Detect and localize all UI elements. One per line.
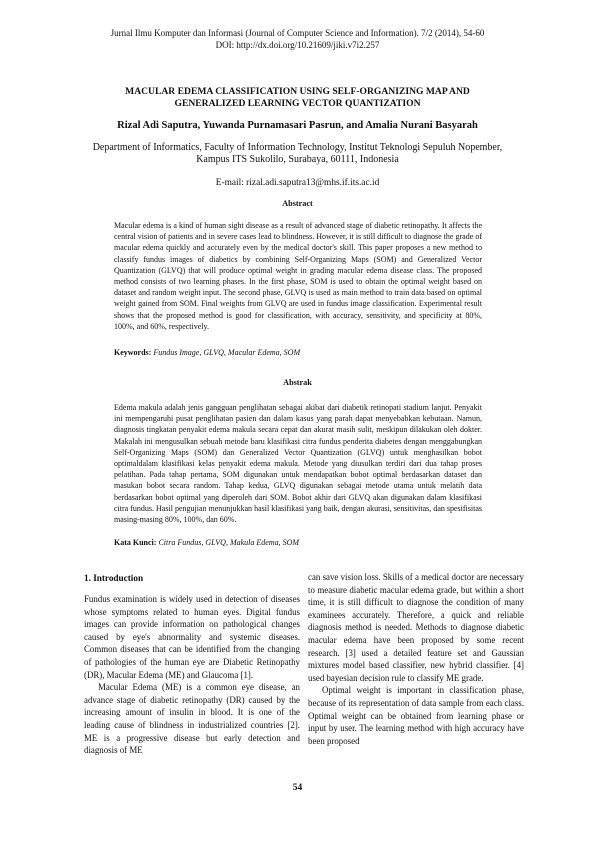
section-heading-introduction: 1. Introduction [84,573,144,583]
abstract-heading: Abstract [282,199,313,208]
kata-kunci-list: Citra Fundus, GLVQ, Makula Edema, SOM [158,538,300,547]
kata-kunci [114,538,482,547]
affiliation-line-2: Kampus ITS Sukolilo, Surabaya, 60111, Indonesia [196,154,399,165]
page-number: 54 [292,783,303,793]
journal-citation: Jurnal Ilmu Komputer dan Informasi (Journal of Computer Science and Information). 7/2 (2014), 54-60 [110,28,485,38]
abstrak-text: Edema makula adalah jenis gangguan penglihatan sebagai akibat dari diabetik retinopati stadium lanjut. Penyakit ini mempengaruhi pusat penglihatan pasien dan dalam kasus yang parah dapat menyebabkan kebutaan. Namun, diagnosis tingkatan penyakit edema makula secara cepat dan akurat masih sulit, meskipun dilakukan oleh dokter. Makalah ini mengusulkan sebuah metode baru klasifikasi citra fundus penderita diabetes dengan menggabungkan Self-Organizing Maps (SOM) dan Generalized Vector Quantization (GLVQ) untuk menghasilkan bobot optimaldalam klasifikasi kelas penyakit edema makula. Metode yang diusulkan terdiri dari dua tahap proses pelatihan. Pada tahap pertama, SOM digunakan untuk mendapatkan bobot optimal berdasarkan dataset dan masukan bobot secara random. Tahap kedua, GLVQ digunakan sebagai metode utama untuk melatih data berdasarkan bobot optimal yang diperoleh dari SOM. Bobot akhir dari GLVQ akan digunakan dalam klasifikasi citra fundus. Hasil pengujian menunjukkan hasil klasifikasi yang baik, dengan akurasi, sensitivitas, dan spesifisitas masing-masing 80%, 100%, dan 60%. [114,403,482,525]
intro-paragraph-1: Fundus examination is widely used in detection of diseases whose symptoms related to human eyes. Digital fundus images can provide information on pathological changes caused by eye's abnormality and systemic diseases. Common diseases that can be identified from the changing of pathologies of the human eye are Diabetic Retinopathy (DR), Macular Edema (ME) and Glaucoma [1]. [84,594,300,680]
paper-title [60,86,535,110]
authors: Rizal Adi Saputra, Yuwanda Purnamasari Pasrun, and Amalia Nurani Basyarah [117,120,478,131]
title-line-2: GENERALIZED LEARNING VECTOR QUANTIZATION [174,98,421,109]
running-header [0,27,595,51]
email: E-mail: rizal.adi.saputra13@mhs.if.its.ac.id [215,178,380,188]
keywords-list: Fundus Image, GLVQ, Macular Edema, SOM [153,348,301,357]
affiliation [50,142,545,166]
right-column [308,571,524,747]
doi-line: DOI: http://dx.doi.org/10.21609/jiki.v7i2.257 [215,40,380,50]
keywords-label: Keywords: [114,348,152,357]
intro-paragraph-2: Macular Edema (ME) is a common eye disease, an advance stage of diabetic retinopathy (DR) caused by the increasing amount of insulin in blood. It is one of the leading cause of blindness in industrialized countries [2]. ME is a progressive disease but early detection and diagnosis of ME [84,682,300,756]
title-line-1: MACULAR EDEMA CLASSIFICATION USING SELF-ORGANIZING MAP AND [125,86,470,97]
intro-paragraph-3: can save vision loss. Skills of a medical doctor are necessary to measure diabetic macular edema grade, but within a short time, it is still difficult to diagnose the condition of many examinees accurately. Therefore, a quick and reliable diagnosis method is needed. Methods to diagnose diabetic macular edema have been proposed by some recent research. [3] used a detailed feature set and Gaussian mixtures model based classifier, new hybrid classifier. [4] used bayesian decision rule to classify ME grade. [308,572,524,683]
keywords [114,348,482,357]
left-column [84,593,300,757]
abstrak-heading: Abstrak [283,378,312,387]
abstract-text: Macular edema is a kind of human sight disease as a result of advanced stage of diabetic retinopathy. It affects the central vision of patients and in severe cases lead to blindness. However, it is still difficult to diagnose the grade of macular edema quickly and accurately even by the medical doctor's skill. This paper proposes a new method to classify fundus images of diabetics by combining Self-Organizing Maps (SOM) and Generalized Vector Quantization (GLVQ) that will produce optimal weight in grading macular edema disease class. The proposed method consists of two learning phases. In the first phase, SOM is used to obtain the optimal weight based on dataset and random weight input. The second phase, GLVQ is used as main method to train data based on optimal weight gained from SOM. Final weights from GLVQ are used in fundus image classification. Experimental result shows that the proposed method is good for classification, with accuracy, sensitivity, and specificity at 80%, 100%, and 60%, respectively. [114,221,482,331]
kata-kunci-label: Kata Kunci: [114,538,157,547]
affiliation-line-1: Department of Informatics, Faculty of Information Technology, Institut Teknologi Sepuluh Nopember, [92,142,503,153]
intro-paragraph-4: Optimal weight is important in classification phase, because of its representation of data sample from each class. Optimal weight can be obtained from learning phase or input by user. The learning method with high accuracy have been proposed [308,685,524,746]
